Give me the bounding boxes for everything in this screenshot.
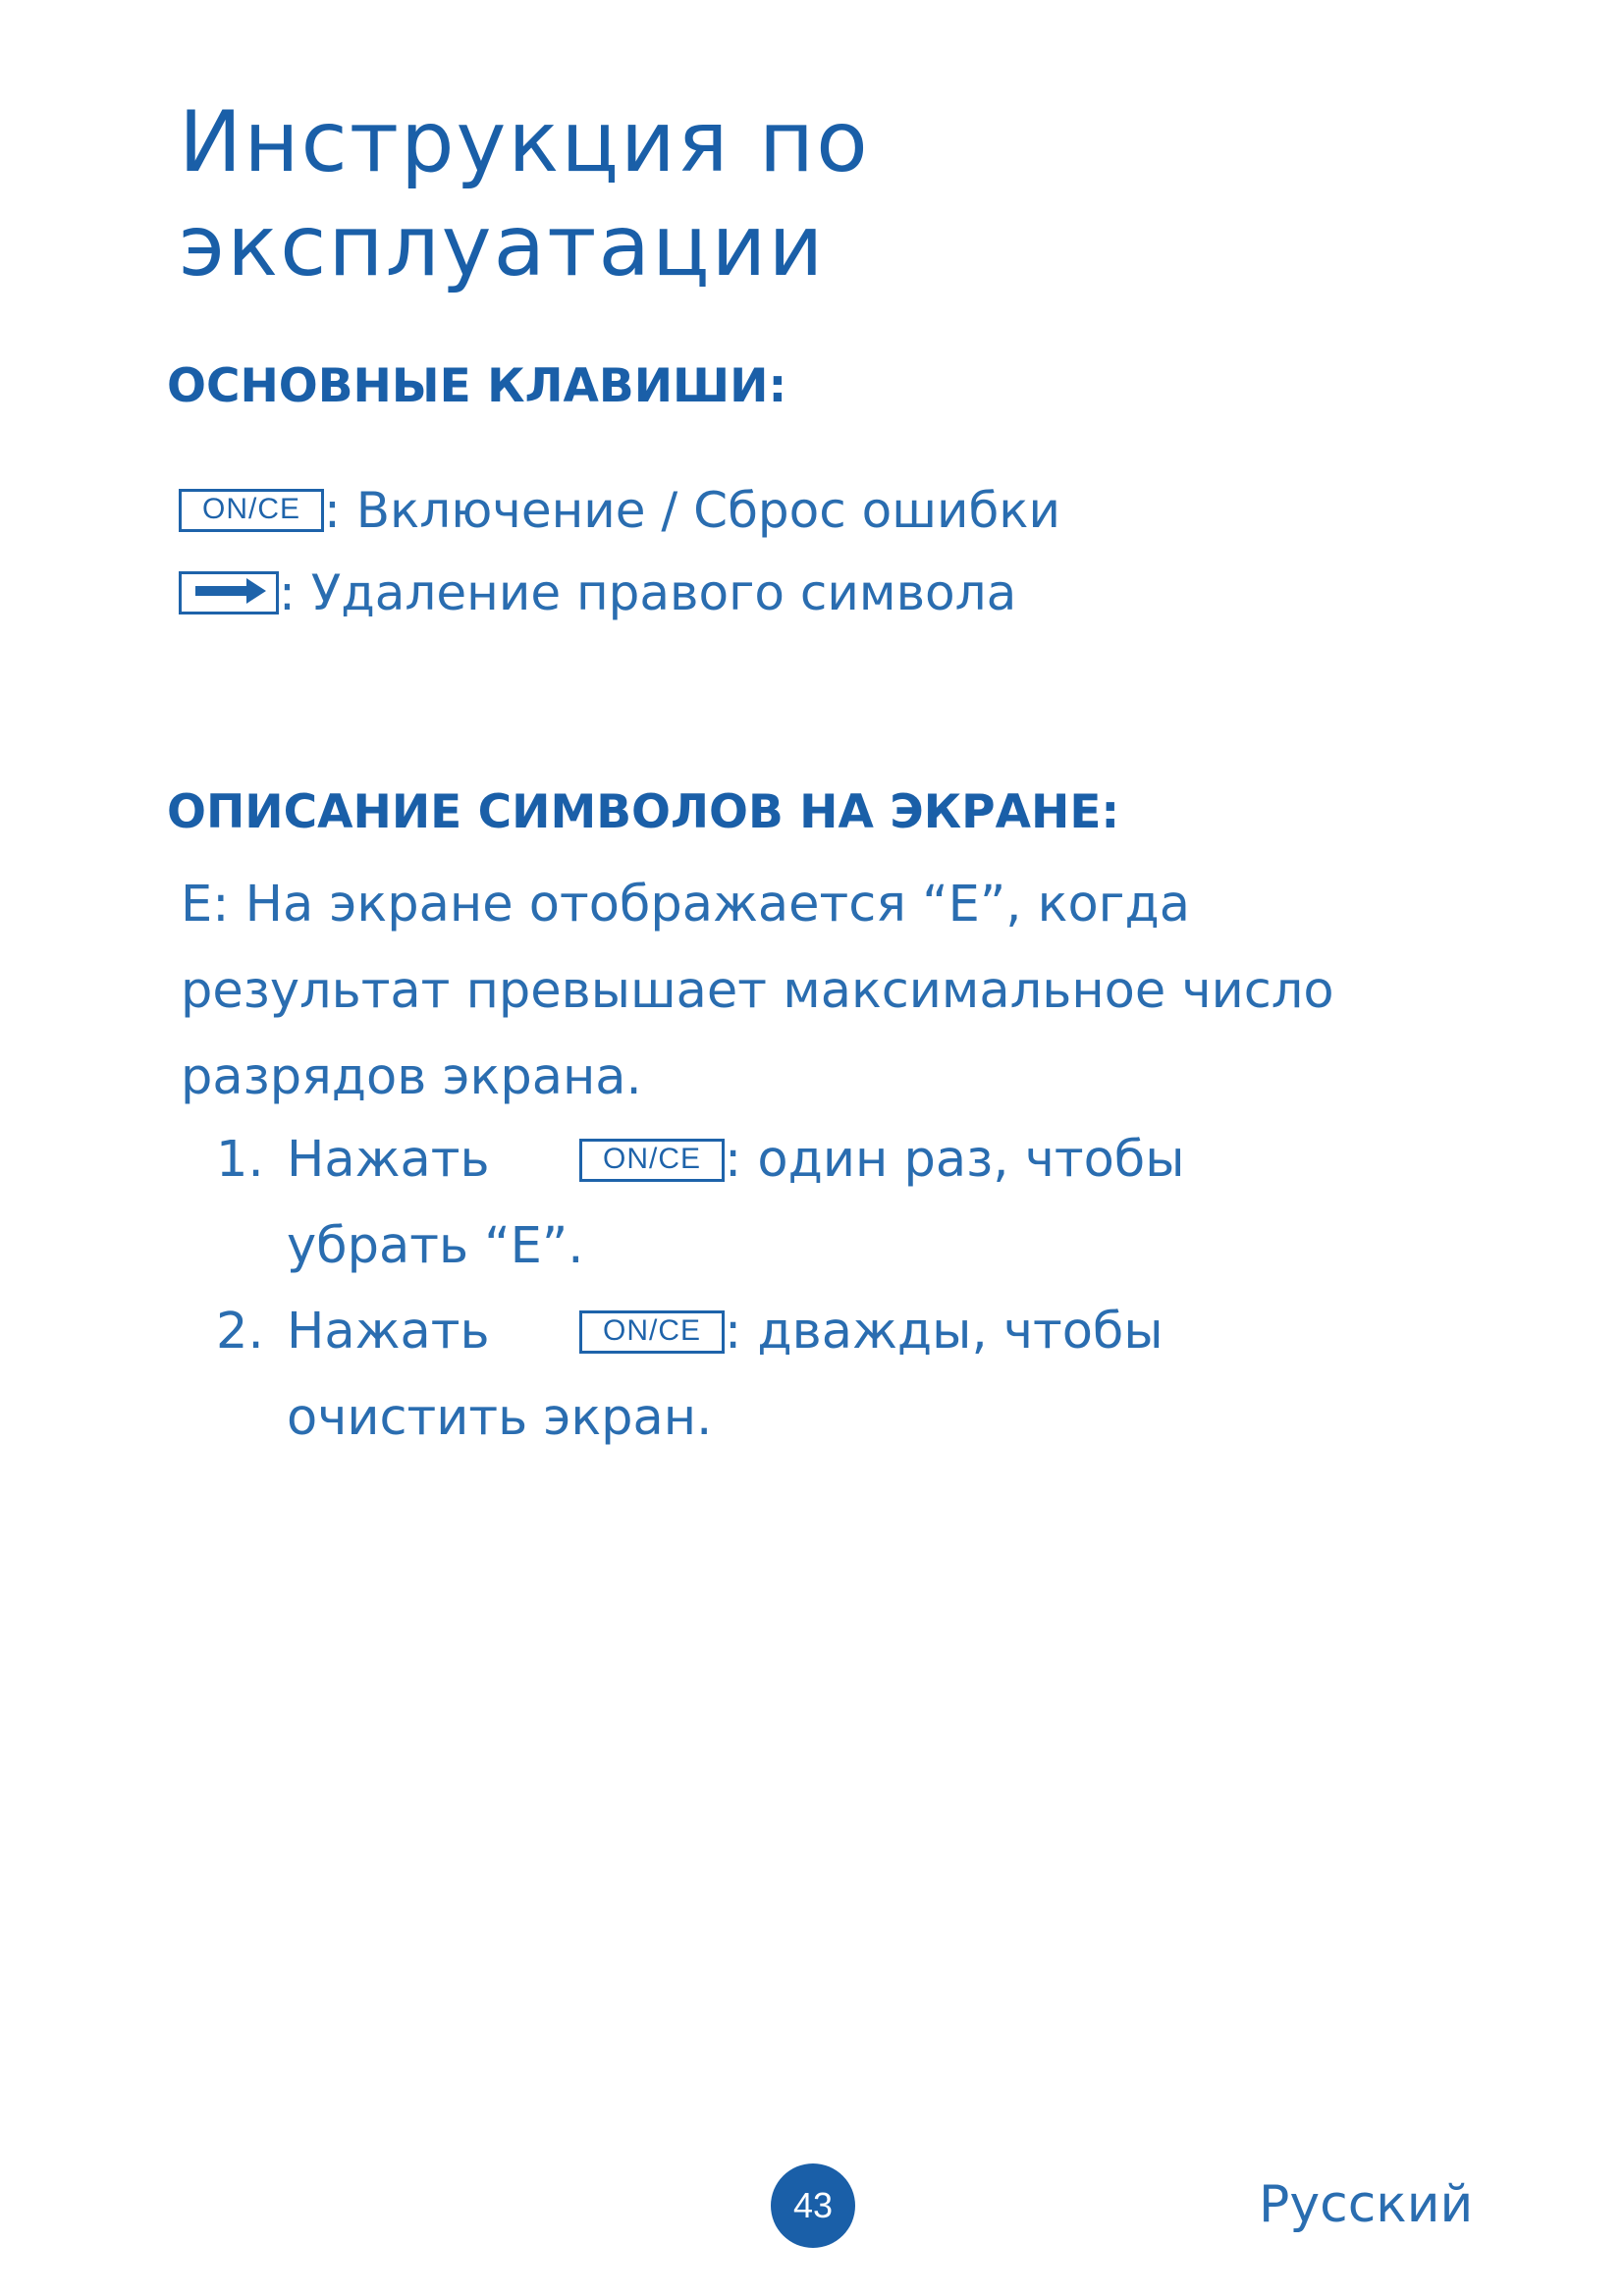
- title-line-2: эксплуатации: [179, 197, 826, 295]
- description-line-1: E: На экране отображается “E”, когда: [181, 876, 1190, 934]
- step-text-after: : один раз, чтобы: [725, 1131, 1185, 1189]
- section-heading-keys: ОСНОВНЫЕ КЛАВИШИ:: [167, 359, 787, 413]
- step-number: 2.: [216, 1303, 264, 1361]
- right-arrow-key-icon: [179, 571, 279, 614]
- page-title: [179, 90, 870, 298]
- description-line-3: разрядов экрана.: [181, 1048, 642, 1106]
- title-line-1: Инструкция по: [179, 93, 870, 191]
- key-row-on-ce: [179, 479, 1060, 542]
- on-ce-key-icon: ON/CE: [579, 1139, 725, 1182]
- key-row-right-arrow: [179, 561, 1016, 624]
- arrow-shaft: [195, 586, 250, 596]
- page-number-badge: 43: [771, 2163, 855, 2248]
- language-label: Русский: [1259, 2175, 1474, 2234]
- description-line-2: результат превышает максимальное число: [181, 962, 1334, 1020]
- on-ce-key-icon: ON/CE: [579, 1310, 725, 1354]
- step-text-after: : дважды, чтобы: [725, 1303, 1164, 1361]
- step-continuation: очистить экран.: [287, 1389, 713, 1447]
- arrow-head: [246, 578, 266, 604]
- step-continuation: убрать “E”.: [287, 1217, 584, 1275]
- display-description: [181, 862, 1388, 1121]
- on-ce-key-icon: ON/CE: [179, 489, 324, 532]
- key-description-on-ce: : Включение / Сброс ошибки: [324, 482, 1060, 539]
- step-text-before: Нажать: [287, 1131, 490, 1189]
- step-text-before: Нажать: [287, 1303, 490, 1361]
- step-number: 1.: [216, 1131, 264, 1189]
- section-heading-display: ОПИСАНИЕ СИМВОЛОВ НА ЭКРАНЕ:: [167, 785, 1120, 839]
- key-description-right-arrow: : Удаление правого символа: [279, 564, 1017, 621]
